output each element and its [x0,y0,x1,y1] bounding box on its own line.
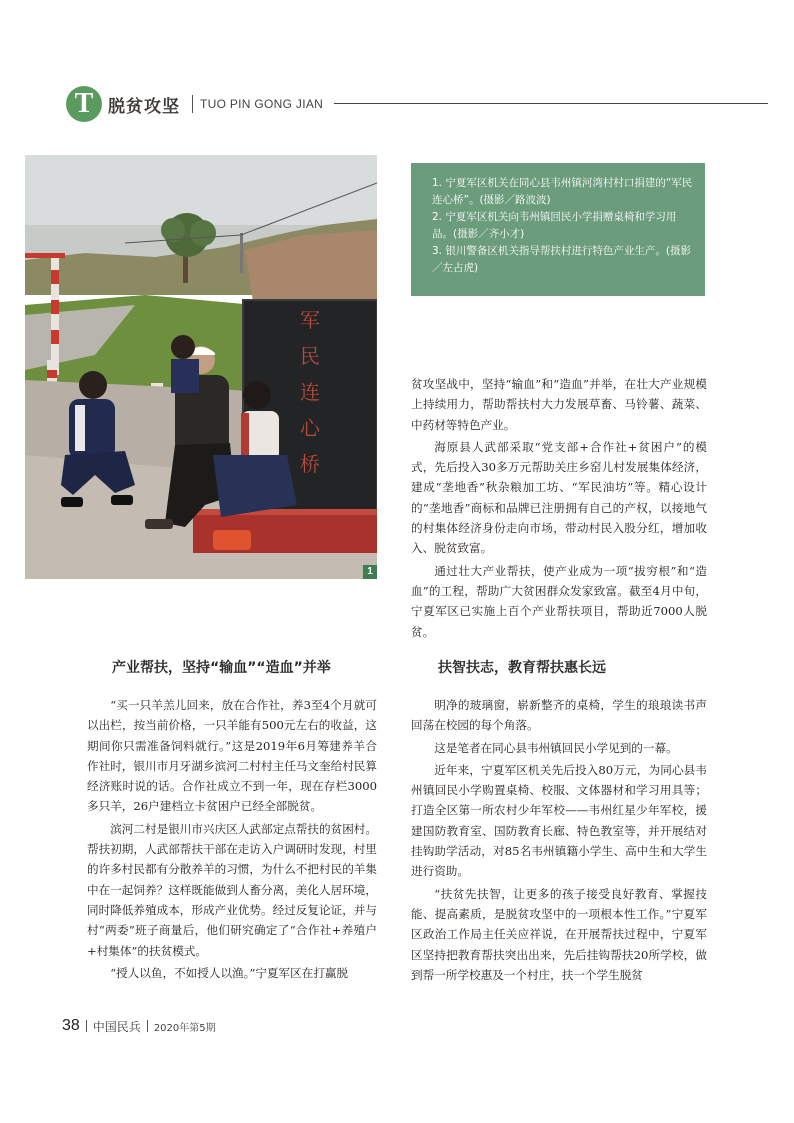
caption-item: 1. 宁夏军区机关在同心县韦州镇河湾村村口捐建的“军民连心桥”。(摄影／路波波) [432,177,693,206]
photo-number: 1 [363,565,377,579]
section-heading-industry: 产业帮扶，坚持“输血”“造血”并举 [112,660,331,676]
stele-char-4: 心 [300,416,320,440]
section-heading-education: 扶智扶志，教育帮扶惠长远 [438,660,606,676]
photo-caption-box [411,163,705,296]
paragraph: 贫攻坚战中，坚持“输血”和“造血”并举，在壮大产业规模上持续用力，帮助帮扶村大力发展草畜、马铃薯、蔬菜、中药材等特色产业。 [411,377,707,432]
stele-char-5: 桥 [300,452,320,476]
page-footer [62,1017,216,1035]
stele-char-2: 民 [300,344,320,368]
footer-divider [147,1020,148,1032]
section-title: 脱贫攻坚 [108,97,180,117]
paragraph: 通过壮大产业帮扶，使产业成为一项“拔穷根”和“造血”的工程，帮助广大贫困群众发家致富。截至4月中旬，宁夏军区已实施上百个产业帮扶项目，帮助近7000人脱贫。 [411,563,707,639]
caption-item: 2. 宁夏军区机关向韦州镇回民小学捐赠桌椅和学习用品。(摄影／齐小才) [432,211,677,240]
article-photo [25,155,377,579]
paragraph: 滨河二村是银川市兴庆区人武部定点帮扶的贫困村。帮扶初期，人武部帮扶干部在走访入户调研时发现，村里的许多村民都有分散养羊的习惯，为什么不把村民的羊集中在一起饲养？这样既能做到人畜分离，美化人居环境，同时降低养殖成本，形成产业优势。经过反复论证，并与村“两委”班子商量后，他们研究确定了“合作社+养殖户+村集体”的扶贫模式。 [87,821,377,958]
stele-char-3: 连 [300,380,320,404]
paragraph: “买一只羊羔儿回来，放在合作社，养3至4个月就可以出栏，按当前价格，一只羊能有500元左右的收益，这期间你只需准备饲料就行。”这是2019年6月筹建养羊合作社时，银川市月牙湖乡滨河二村村主任马文奎给村民算经济账时说的话。合作社成立不到一年，现在存栏3000多只羊，26户建档立卡贫困户已经全部脱贫。 [87,698,377,814]
paragraph: “扶贫先扶智，让更多的孩子接受良好教育、掌握技能、提高素质，是脱贫攻坚中的一项根本性工作。”宁夏军区政治工作局主任关应祥说，在开展帮扶过程中，宁夏军区坚持把教育帮扶突出出来，先后挂钩帮扶20所学校，做到帮一所学校惠及一个村庄，扶一个学生脱贫 [411,886,707,982]
magazine-name: 中国民兵 [92,1019,141,1034]
caption-item: 3. 银川警备区机关指导帮扶村进行特色产业生产。(摄影／左占虎) [432,245,691,274]
header-divider [192,95,193,113]
footer-divider [86,1020,87,1032]
section-badge: T [66,86,102,122]
stele-char-1: 军 [300,308,320,332]
article-column-left [87,695,377,983]
paragraph: “授人以鱼，不如授人以渔。”宁夏军区在打赢脱 [110,965,349,980]
header-rule [334,103,768,104]
paragraph: 近年来，宁夏军区机关先后投入80万元，为同心县韦州镇回民小学购置桌椅、校服、文体器材和学习用具等；打造全区第一所农村少年军校——韦州红星少年军校，援建国防教育室、国防教育长廊、特色教室等，并开展结对挂钩助学活动，对85名韦州镇籍小学生、高中生和大学生进行资助。 [411,762,707,879]
photo-illustration [25,155,377,579]
section-subtitle: TUO PIN GONG JIAN [200,97,324,111]
paragraph: 明净的玻璃窗，崭新整齐的桌椅，学生的琅琅读书声回荡在校园的每个角落。 [411,698,707,733]
issue-label: 2020年第5期 [153,1022,216,1034]
article-column-right-top [411,374,707,642]
paragraph: 海原县人武部采取“党支部+合作社+贫困户”的模式，先后投入30多万元帮助关庄乡窑儿村发展集体经济，建成“垄地香”秋杂粮加工坊、“军民油坊”等。精心设计的“垄地香”商标和品牌已注册拥有自己的产权，以接地气的村集体经济身份走向市场，带动村民入股分红，增加收入、脱贫致富。 [411,439,707,556]
page-number: 38 [62,1017,80,1034]
paragraph: 这是笔者在同心县韦州镇回民小学见到的一幕。 [434,740,678,755]
article-column-right-bottom [411,695,707,985]
